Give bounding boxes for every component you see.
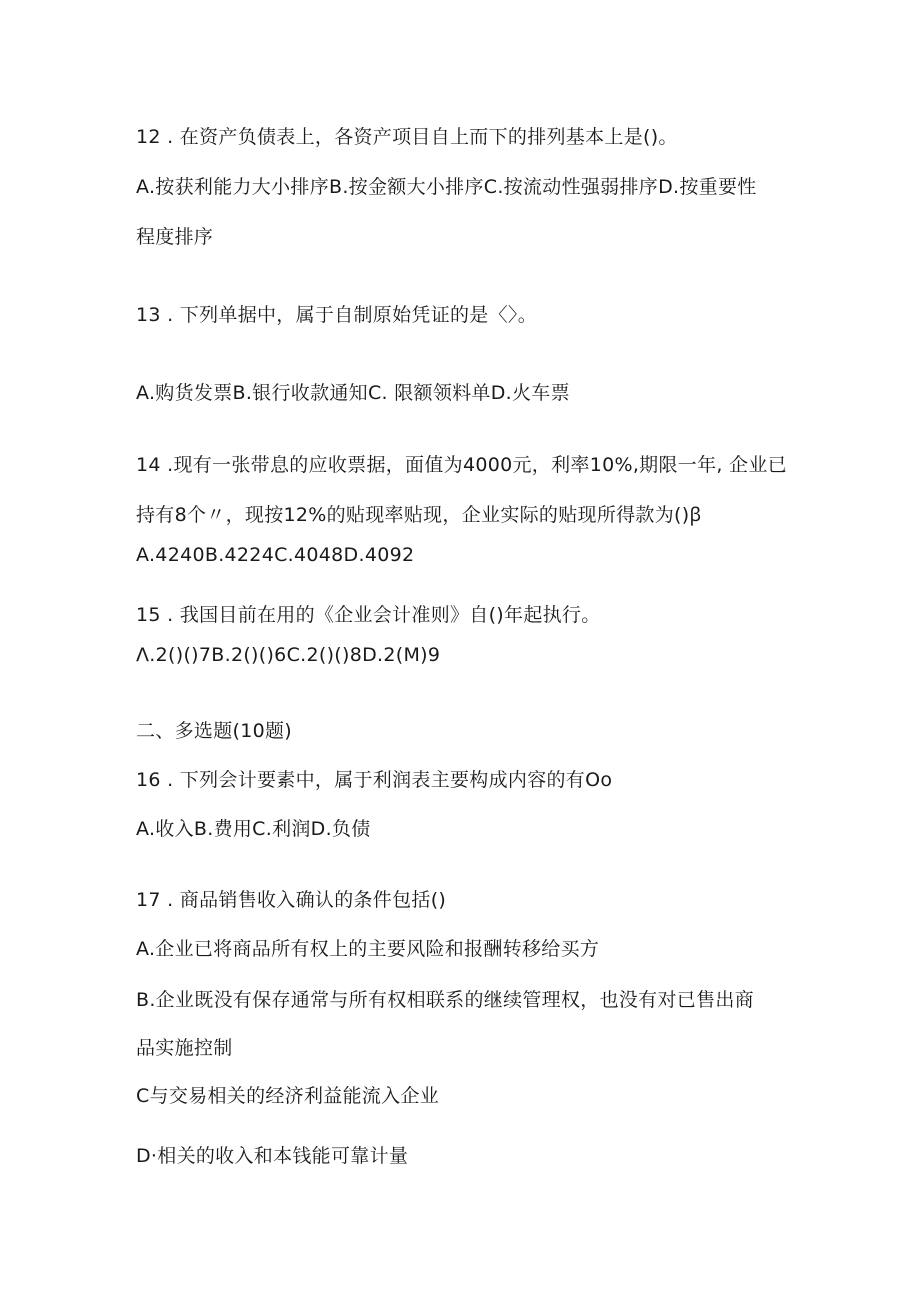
q14-stem-line2: 持有8个〃，现按12%的贴现率贴现，企业实际的贴现所得款为()ꞵ [136,504,702,526]
q17-stem: 17 . 商品销售收入确认的条件包括() [136,889,447,911]
q15-stem: 15 . 我国目前在用的《企业会计准则》自()年起执行。 [136,604,601,626]
q12-stem: 12 . 在资产负债表上，各资产项目自上而下的排列基本上是()。 [136,126,678,148]
q15-options: Λ.2()()7B.2()()6C.2()()8D.2(M)9 [136,644,441,666]
q17-option-b-line2: 品实施控制 [136,1037,233,1059]
q13-stem: 13 . 下列单据中，属于自制原始凭证的是〈〉。 [136,304,537,326]
q17-option-c: C与交易相关的经济利益能流入企业 [136,1085,440,1107]
q17-option-d: D·相关的收入和本钱能可靠计量 [136,1145,409,1167]
q13-options: A.购货发票B.银行收款通知C. 限额领料单D.火车票 [136,382,570,404]
q17-option-a: A.企业已将商品所有权上的主要风险和报酬转移给买方 [136,938,600,960]
section-heading-multiple-choice: 二、多选题(10题) [136,720,293,742]
q17-option-b-line1: B.企业既没有保存通常与所有权相联系的继续管理权，也没有对已售出商 [136,989,754,1011]
q16-stem: 16 . 下列会计要素中，属于利润表主要构成内容的有Oo [136,769,613,791]
q14-stem-line1: 14 .现有一张带息的应收票据，面值为4000元，利率10%,期限一年, 企业已 [136,454,787,476]
q14-options: A.4240B.4224C.4048D.4092 [136,544,415,566]
q16-options: A.收入B.费用C.利润D.负债 [136,818,371,840]
q12-options-line2: 程度排序 [136,226,214,248]
q12-options-line1: A.按获利能力大小排序B.按金额大小排序C.按流动性强弱排序D.按重要性 [136,176,757,198]
